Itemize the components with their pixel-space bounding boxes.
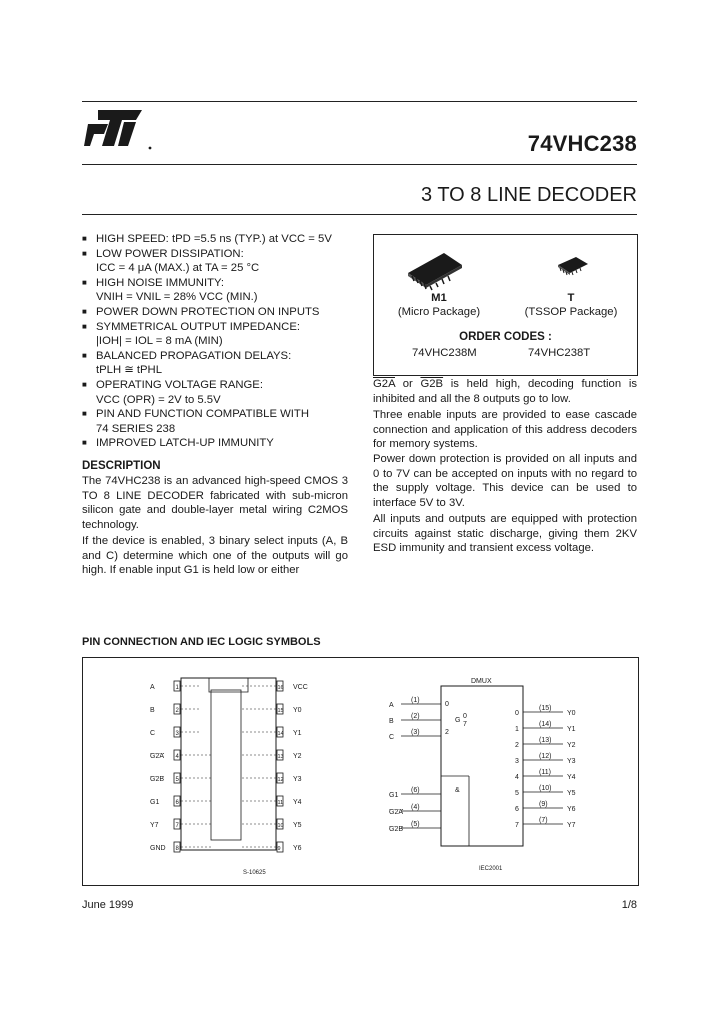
right-pin-label: Y0 [293, 707, 302, 714]
right-pin-number: 16 [277, 685, 284, 691]
iec-output-number: (12) [539, 753, 552, 760]
micro-package-name: M1 [431, 292, 447, 304]
iec-output-index: 1 [515, 726, 519, 733]
feature-item: ■ HIGH NOISE IMMUNITY: [82, 276, 225, 289]
iec-output-label: Y0 [567, 710, 576, 717]
feature-item: ■ LOW POWER DISSIPATION: [82, 247, 244, 260]
left-pin-label: G2B [150, 776, 165, 783]
iec-select-mark: 2 [445, 729, 449, 736]
iec-input-label: B [389, 718, 394, 725]
iec-output-number: (11) [539, 769, 551, 776]
page-title: 74VHC238 [527, 131, 637, 156]
description-heading: DESCRIPTION [82, 460, 161, 472]
iec-output-label: Y5 [567, 790, 576, 797]
left-pin-label: C [150, 730, 156, 737]
left-pin-number: 6 [175, 800, 179, 806]
order-code-tssop: 74VHC238T [528, 347, 591, 359]
iec-input-label: C [389, 734, 395, 741]
iec-input-number: (5) [411, 821, 420, 828]
right-pin-number: 13 [277, 754, 284, 760]
iec-output-index: 0 [515, 710, 519, 717]
description-paragraph: Power down protection is provided on all inputs and 0 to 7V can be accepted on inputs with no regard to the supply voltage. This device can be used to interface 5V to 3V. [373, 453, 637, 509]
left-pin-label: Y7 [150, 822, 159, 829]
iec-input-number: (4) [411, 804, 420, 811]
left-pin-label: GND [150, 845, 166, 852]
pin-diagram [83, 658, 638, 885]
right-pin-label: Y6 [293, 845, 302, 852]
right-pin-label: Y1 [293, 730, 302, 737]
micro-package-desc: (Micro Package) [397, 306, 481, 318]
iec-output-number: (7) [539, 817, 548, 824]
description-paragraph: Three enable inputs are provided to ease cascade connection and application of this address decoders for memory systems. [373, 409, 637, 450]
feature-item: ■ PIN AND FUNCTION COMPATIBLE WITH [82, 408, 309, 421]
iec-output-number: (14) [539, 721, 552, 728]
iec-input-label: G2A [389, 809, 404, 816]
right-pin-label: VCC [293, 684, 308, 691]
iec-output-number: (13) [539, 737, 552, 744]
iec-output-label: Y4 [567, 774, 576, 781]
micro-package-image [404, 247, 466, 291]
iec-output-index: 4 [515, 774, 519, 781]
left-pin-label: G1 [150, 799, 160, 806]
description-paragraph: If the device is enabled, 3 binary select inputs (A, B and C) determine which one of the outputs will go high. If enable input G1 is held low or either [82, 535, 348, 576]
left-pin-number: 8 [175, 846, 179, 852]
iec-select-mark: 0 [445, 701, 449, 708]
left-pin-number: 5 [175, 777, 179, 783]
iec-output-label: Y6 [567, 806, 576, 813]
feature-detail: |IOH| = IOL = 8 mA (MIN) [96, 335, 223, 348]
iec-and-mark: & [455, 787, 460, 794]
right-pin-label: Y4 [293, 799, 302, 806]
chip-die [211, 690, 241, 840]
tssop-package-desc: (TSSOP Package) [524, 306, 618, 318]
iec-output-label: Y2 [567, 742, 576, 749]
iec-input-label: G2B [389, 826, 404, 833]
title-rule [82, 164, 637, 165]
iec-input-label: G1 [389, 792, 399, 799]
feature-item: ■ OPERATING VOLTAGE RANGE: [82, 378, 263, 391]
right-pin-label: Y5 [293, 822, 302, 829]
feature-item: ■ BALANCED PROPAGATION DELAYS: [82, 349, 292, 362]
right-pin-label: Y2 [293, 753, 302, 760]
iec-select-mark: 0 [463, 713, 467, 720]
footer-date: June 1999 [82, 899, 134, 911]
package-box [373, 234, 638, 376]
iec-input-number: (3) [411, 729, 420, 736]
description-paragraph: The 74VHC238 is an advanced high-speed CMOS 3 TO 8 LINE DECODER fabricated with sub-micron silicon gate and double-layer metal wiring C2MOS technology. [82, 475, 348, 531]
subtitle-rule [82, 214, 637, 215]
iec-select-mark: 7 [463, 721, 467, 728]
page-subtitle: 3 TO 8 LINE DECODER [421, 184, 637, 206]
iec-output-index: 7 [515, 822, 519, 829]
feature-detail: VCC (OPR) = 2V to 5.5V [96, 393, 221, 406]
left-pin-number: 4 [175, 754, 179, 760]
order-code-micro: 74VHC238M [412, 347, 477, 359]
feature-detail: VNIH = VNIL = 28% VCC (MIN.) [96, 291, 258, 304]
order-codes-heading: ORDER CODES : [459, 331, 552, 343]
description-paragraph: All inputs and outputs are equipped with protection circuits against static discharge, giving them 2KV ESD immunity and transient excess voltage. [373, 513, 637, 554]
tssop-package-name: T [567, 292, 575, 304]
right-pin-number: 15 [277, 708, 284, 714]
right-pin-number: 14 [277, 731, 284, 737]
tssop-package-image [556, 255, 590, 277]
right-pin-number: 9 [277, 846, 281, 852]
iec-input-number: (2) [411, 713, 420, 720]
pin-diagram-box [82, 657, 639, 886]
right-pin-label: Y3 [293, 776, 302, 783]
left-pin-label: G2A [150, 753, 165, 760]
iec-output-label: Y7 [567, 822, 576, 829]
iec-output-number: (15) [539, 705, 552, 712]
feature-list [82, 232, 372, 451]
left-pin-number: 3 [175, 731, 179, 737]
description-paragraph: G2A or G2B is held high, decoding function is inhibited and all the 8 outputs go to low. [373, 378, 637, 405]
pin-connection-heading: PIN CONNECTION AND IEC LOGIC SYMBOLS [82, 636, 321, 648]
left-pin-label: B [150, 707, 155, 714]
feature-item: ■ IMPROVED LATCH-UP IMMUNITY [82, 437, 274, 450]
feature-item: ■ HIGH SPEED: tPD =5.5 ns (TYP.) at VCC = 5V [82, 233, 332, 245]
iec-select-mark: G [455, 717, 461, 724]
iec-output-label: Y3 [567, 758, 576, 765]
iec-symbol-title: DMUX [471, 678, 492, 685]
left-pin-label: A [150, 684, 155, 691]
iec-reference: IEC2001 [479, 866, 503, 872]
iec-input-number: (6) [411, 787, 420, 794]
iec-input-number: (1) [411, 697, 420, 704]
feature-item: ■ SYMMETRICAL OUTPUT IMPEDANCE: [82, 320, 300, 333]
right-pin-number: 10 [277, 823, 284, 829]
iec-output-number: (10) [539, 785, 552, 792]
footer-page-number: 1/8 [621, 899, 637, 911]
iec-input-label: A [389, 702, 394, 709]
header-top-rule [82, 101, 637, 102]
feature-item: ■ POWER DOWN PROTECTION ON INPUTS [82, 305, 320, 318]
right-pin-number: 11 [277, 800, 284, 806]
iec-symbol-box [441, 686, 523, 846]
iec-output-index: 5 [515, 790, 519, 797]
chip-reference: S-10625 [243, 870, 266, 876]
st-logo [84, 106, 156, 152]
feature-detail: ICC = 4 μA (MAX.) at TA = 25 °C [96, 262, 260, 275]
chip-outline [181, 678, 276, 850]
right-pin-number: 12 [277, 777, 284, 783]
feature-detail: 74 SERIES 238 [96, 422, 176, 435]
feature-detail: tPLH ≅ tPHL [96, 364, 162, 377]
iec-output-index: 2 [515, 742, 519, 749]
left-pin-number: 1 [175, 685, 179, 691]
left-pin-number: 7 [175, 823, 179, 829]
iec-output-index: 6 [515, 806, 519, 813]
iec-output-number: (9) [539, 801, 548, 808]
iec-output-label: Y1 [567, 726, 576, 733]
left-pin-number: 2 [175, 708, 179, 714]
iec-output-index: 3 [515, 758, 519, 765]
